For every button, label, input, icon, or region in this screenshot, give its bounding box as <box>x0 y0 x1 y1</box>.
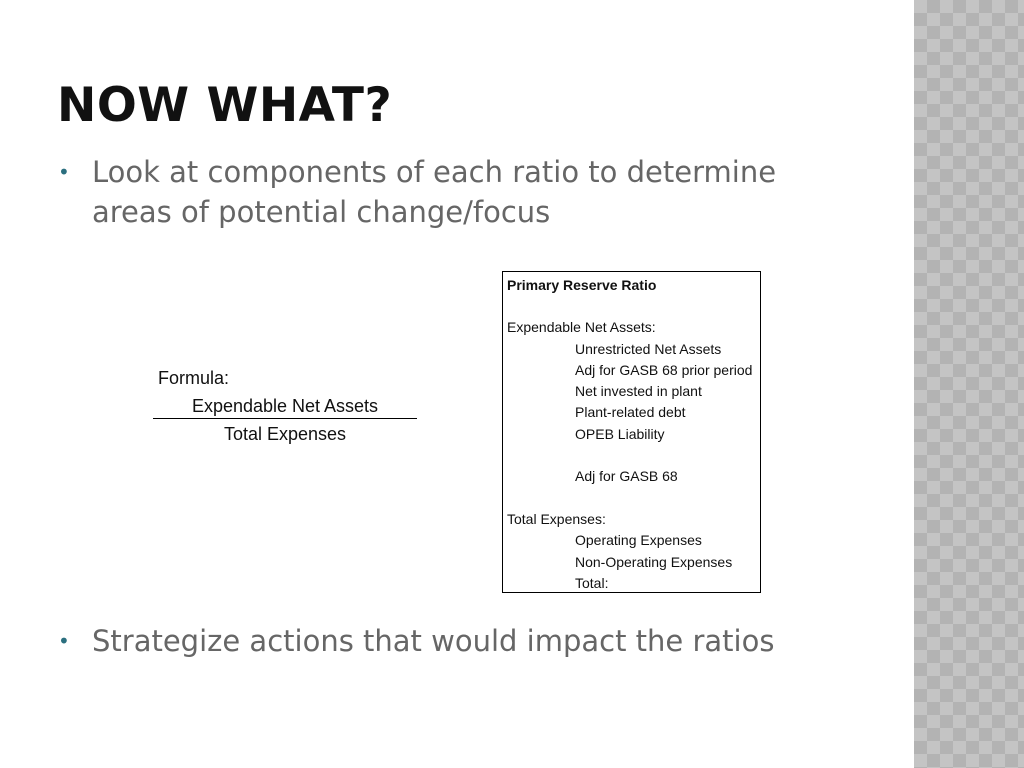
primary-reserve-ratio-table <box>502 271 761 593</box>
table-section-label: Total Expenses: <box>507 511 606 527</box>
table-section-label: Expendable Net Assets: <box>507 319 656 335</box>
table-row: OPEB Liability <box>575 426 665 442</box>
decorative-side-pattern <box>914 0 1024 768</box>
bullet-text: Look at components of each ratio to determine areas of potential change/focus <box>92 155 777 229</box>
table-row: Adj for GASB 68 <box>575 468 678 484</box>
table-row: Total: <box>575 575 609 591</box>
table-row: Plant-related debt <box>575 404 686 420</box>
table-row: Non-Operating Expenses <box>575 554 733 570</box>
bullet-text: Strategize actions that would impact the ratios <box>92 624 775 658</box>
table-row: Adj for GASB 68 prior period <box>575 362 753 378</box>
bullet-marker-icon: • <box>58 629 70 653</box>
formula-numerator: Expendable Net Assets <box>153 396 417 419</box>
table-row: Unrestricted Net Assets <box>575 341 722 357</box>
table-row: Operating Expenses <box>575 532 702 548</box>
table-row: Net invested in plant <box>575 383 702 399</box>
slide-title: NOW WHAT? <box>57 78 393 133</box>
table-title: Primary Reserve Ratio <box>507 277 657 293</box>
formula-label: Formula: <box>158 368 230 388</box>
formula-denominator: Total Expenses <box>223 424 347 444</box>
bullet-marker-icon: • <box>58 160 70 184</box>
